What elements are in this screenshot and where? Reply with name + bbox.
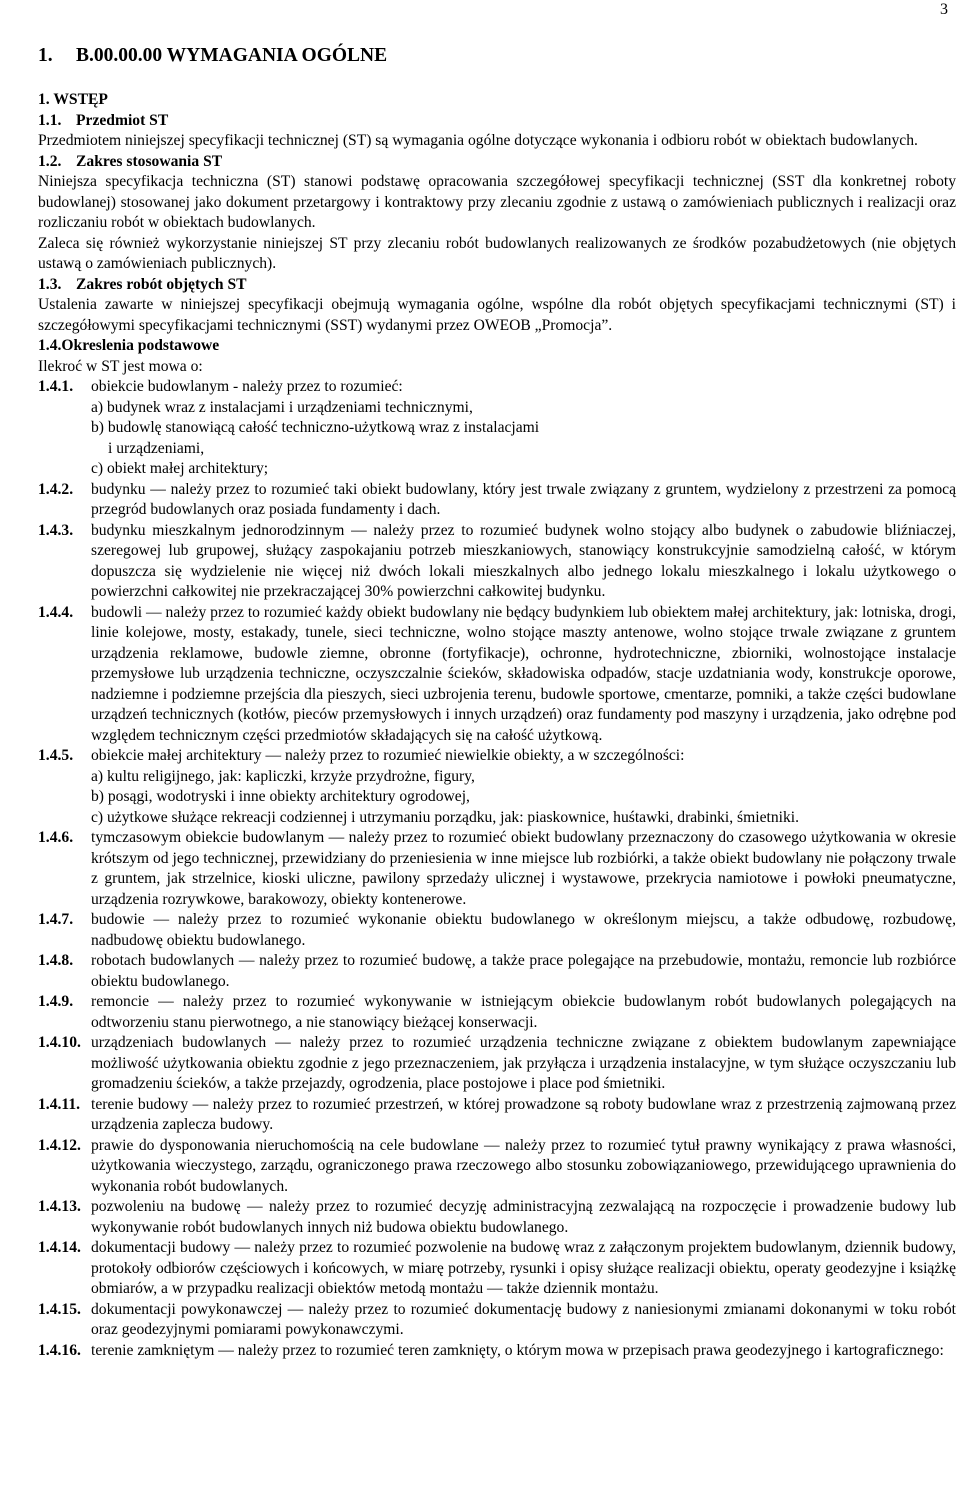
definition-text: terenie budowy — należy przez to rozumieć przestrzeń, w której prowadzone są roboty budowlane wraz z przestrzenią zajmowaną przez urządzenia zaplecza budowy.	[91, 1095, 956, 1133]
section-title: Przedmiot ST	[76, 111, 169, 129]
section-heading-1-2	[38, 152, 956, 173]
definition-text: dokumentacji powykonawczej — należy przez to rozumieć dokumentację budowy z naniesionymi zmianami dokonanymi w toku robót oraz geodezyjnymi pomiarami powykonawczymi.	[91, 1300, 956, 1338]
definition-item	[38, 1300, 956, 1341]
definition-item	[38, 1033, 956, 1095]
paragraph: Ilekroć w ST jest mowa o:	[38, 357, 203, 375]
definition-item	[38, 480, 956, 521]
list-item: a) kultu religijnego, jak: kapliczki, krzyże przydrożne, figury,	[91, 767, 475, 785]
section-number: 1.4.	[38, 337, 62, 354]
definition-number: 1.4.13.	[38, 1198, 81, 1215]
definition-text: urządzeniach budowlanych — należy przez to rozumieć urządzenia techniczne związane z obiektem budowlanym zapewniające możliwość użytkowania obiektu zgodnie z jego przeznaczeniem, jak przyłącza i urządzenia instalacyjne, w tym służące oczyszczaniu lub gromadzeniu ścieków, a także przejazdy, ogrodzenia, place postojowe i place pod śmietniki.	[91, 1034, 956, 1092]
definition-text: dokumentacji budowy — należy przez to rozumieć pozwolenie na budowę wraz z załączonym projektem budowlanym, dziennik budowy, protokoły odbiorów częściowych i końcowych, w miarę potrzeby, rysunki i opisy służące realizacji obiektu, operaty geodezyjne i książkę obmiarów, a w przypadku realizacji obiektów metodą montażu — także dziennik montażu.	[91, 1239, 956, 1297]
paragraph: Przedmiotem niniejszej specyfikacji technicznej (ST) są wymagania ogólne dotyczące wykonania i odbioru robót w obiektach budowlanych.	[38, 132, 918, 149]
definition-text: budowie — należy przez to rozumieć wykonanie obiektu budowlanego w określonym miejscu, a także odbudowę, rozbudowę, nadbudowę obiektu budowlanego.	[91, 911, 956, 949]
definition-number: 1.4.3.	[38, 521, 74, 539]
definition-item	[38, 951, 956, 992]
definition-item	[38, 746, 956, 767]
definition-item	[38, 1136, 956, 1198]
definition-text: terenie zamkniętym — należy przez to rozumieć teren zamknięty, o którym mowa w przepisach prawa geodezyjnego i kartograficznego:	[91, 1341, 944, 1359]
section-title: Zakres robót objętych ST	[76, 275, 247, 293]
section-title: Zakres stosowania ST	[76, 152, 223, 170]
definition-text: pozwoleniu na budowę — należy przez to rozumieć decyzję administracyjną zezwalającą na rozpoczęcie i prowadzenie budowy lub wykonywanie robót budowlanych innych niż budowa obiektu budowlanego.	[91, 1198, 956, 1236]
section-title: Okreslenia podstawowe	[61, 337, 220, 354]
definition-number: 1.4.16.	[38, 1341, 81, 1359]
definition-number: 1.4.12.	[38, 1136, 81, 1154]
definition-number: 1.4.8.	[38, 952, 74, 969]
definition-item	[38, 1341, 956, 1362]
section-number: 1.3.	[38, 275, 62, 293]
section-number: 1.2.	[38, 152, 62, 170]
list-item: a) budynek wraz z instalacjami i urządzeniami technicznymi,	[91, 398, 473, 416]
definition-item	[38, 603, 956, 747]
definition-number: 1.4.7.	[38, 911, 74, 928]
definition-number: 1.4.14.	[38, 1239, 81, 1256]
definition-text: prawie do dysponowania nieruchomością na cele budowlane — należy przez to rozumieć tytuł prawny wynikający z prawa własności, użytkowania wieczystego, zarządu, ograniczonego prawa rzeczowego albo stosunku zobowiązaniowego, przewidującego uprawnienia do wykonania robót budowlanych.	[91, 1136, 956, 1195]
definition-item	[38, 1238, 956, 1300]
definition-number: 1.4.15.	[38, 1300, 81, 1318]
definition-item	[38, 377, 956, 398]
definition-number: 1.4.6.	[38, 829, 74, 846]
definition-number: 1.4.11.	[38, 1095, 81, 1113]
definition-number: 1.4.10.	[38, 1034, 81, 1051]
chapter-title	[38, 44, 956, 68]
section-number: 1.	[38, 91, 50, 108]
list-item-continuation: i urządzeniami,	[108, 439, 205, 457]
list-item: b) posągi, wodotryski i inne obiekty architektury ogrodowej,	[91, 788, 470, 805]
definition-text: obiekcie małej architektury — należy przez to rozumieć niewielkie obiekty, a w szczególności:	[91, 747, 685, 764]
definition-item	[38, 828, 956, 910]
document-body	[38, 44, 956, 1361]
definition-number: 1.4.9.	[38, 993, 74, 1010]
section-heading-1-4	[38, 336, 956, 357]
section-heading-1-3	[38, 275, 956, 296]
paragraph: Niniejsza specyfikacja techniczna (ST) stanowi podstawę opracowania szczegółowej specyfikacji technicznej (SST dla konkretnej roboty budowlanej) stosowanej jako dokument przetargowy i kontraktowy przy zlecaniu zgodnie z ustawą o zamówieniach publicznych i realizacji oraz rozliczaniu robót w obiektach budowlanych.	[38, 173, 956, 231]
definition-number: 1.4.5.	[38, 747, 74, 764]
paragraph: Ustalenia zawarte w niniejszej specyfikacji obejmują wymagania ogólne, wspólne dla robót objętych specyfikacjami technicznymi (ST) i szczegółowymi specyfikacjami technicznymi (SST) wydanymi przez OWEOB „Promocja”.	[38, 296, 956, 334]
section-heading-1-1	[38, 111, 956, 132]
page-number: 3	[940, 1, 948, 18]
chapter-title-text: B.00.00.00 WYMAGANIA OGÓLNE	[76, 45, 388, 66]
list-item: c) obiekt małej architektury;	[91, 460, 269, 477]
paragraph: Zaleca się również wykorzystanie niniejszej ST przy zlecaniu robót budowlanych realizowanych ze środków pozabudżetowych (nie objętych ustawą o zamówieniach publicznych).	[38, 234, 956, 272]
definition-number: 1.4.4.	[38, 603, 74, 621]
section-heading-1	[38, 90, 956, 111]
definition-item	[38, 1095, 956, 1136]
definition-item	[38, 521, 956, 603]
definition-text: budynku — należy przez to rozumieć taki obiekt budowlany, który jest trwale związany z gruntem, wydzielony z przestrzeni za pomocą przegród budowlanych oraz posiada fundamenty i dach.	[91, 480, 956, 518]
chapter-number: 1.	[38, 45, 53, 66]
definition-item	[38, 1197, 956, 1238]
definition-text: remoncie — należy przez to rozumieć wykonywanie w istniejącym obiekcie budowlanym robót budowlanych polegających na odtworzeniu stanu pierwotnego, a nie stanowiący bieżącej konserwacji.	[91, 993, 956, 1031]
definition-item	[38, 910, 956, 951]
definition-number: 1.4.2.	[38, 480, 74, 498]
definition-number: 1.4.1.	[38, 378, 74, 395]
section-title: WSTĘP	[53, 91, 108, 108]
list-item: b) budowlę stanowiącą całość techniczno-użytkową wraz z instalacjami	[91, 419, 540, 436]
definition-text: budowli — należy przez to rozumieć każdy obiekt budowlany nie będący budynkiem lub obiektem małej architektury, jak: lotniska, drogi, linie kolejowe, mosty, estakady, tunele, sieci techniczne, wolno stojące maszty antenowe, wolno stojące trwale związane z gruntem urządzenia reklamowe, budowle ziemne, obronne (fortyfikacje), ochronne, hydrotechniczne, zbiorniki, wolnostojące instalacje przemysłowe lub urządzenia techniczne, oczyszczalnie ścieków, składowiska odpadów, stacje uzdatniania wody, konstrukcje oporowe, nadziemne i podziemne przejścia dla pieszych, sieci uzbrojenia terenu, budowle sportowe, cmentarze, pomniki, a także części budowlane urządzeń technicznych (kotłów, pieców przemysłowych i innych urządzeń) oraz fundamenty pod maszyny i urządzenia, jako odrębne pod względem technicznym części przedmiotów składających się na całość użytkową.	[91, 603, 956, 744]
definition-text: robotach budowlanych — należy przez to rozumieć budowę, a także prace polegające na przebudowie, montażu, remoncie lub rozbiórce obiektu budowlanego.	[91, 952, 956, 990]
definition-item	[38, 992, 956, 1033]
section-number: 1.1.	[38, 111, 62, 129]
definition-text: obiekcie budowlanym - należy przez to rozumieć:	[91, 378, 403, 395]
definition-text: budynku mieszkalnym jednorodzinnym — należy przez to rozumieć budynek wolno stojący albo budynek o zabudowie bliźniaczej, szeregowej lub grupowej, służący zaspokajaniu potrzeb mieszkaniowych, stanowiący konstrukcyjnie samodzielną całość, w którym dopuszcza się wydzielenie nie więcej niż dwóch lokali mieszkalnych albo jednego lokalu mieszkalnego i lokalu użytkowego o powierzchni całkowitej nie przekraczającej 30% powierzchni całkowitej budynku.	[91, 521, 956, 600]
definition-text: tymczasowym obiekcie budowlanym — należy przez to rozumieć obiekt budowlany przeznaczony do czasowego użytkowania w okresie krótszym od jego technicznej, przewidziany do przeniesienia w inne miejsce lub rozbiórki, a także obiekt budowlany nie połączony trwale z gruntem, jak strzelnice, kioski uliczne, pawilony sprzedaży ulicznej i wystawowe, przekrycia namiotowe i powłoki pneumatyczne, urządzenia rozrywkowe, barakowozy, obiekty kontenerowe.	[91, 829, 956, 908]
list-item: c) użytkowe służące rekreacji codziennej i utrzymaniu porządku, jak: piaskownice, huśtawki, drabinki, śmietniki.	[91, 808, 799, 826]
